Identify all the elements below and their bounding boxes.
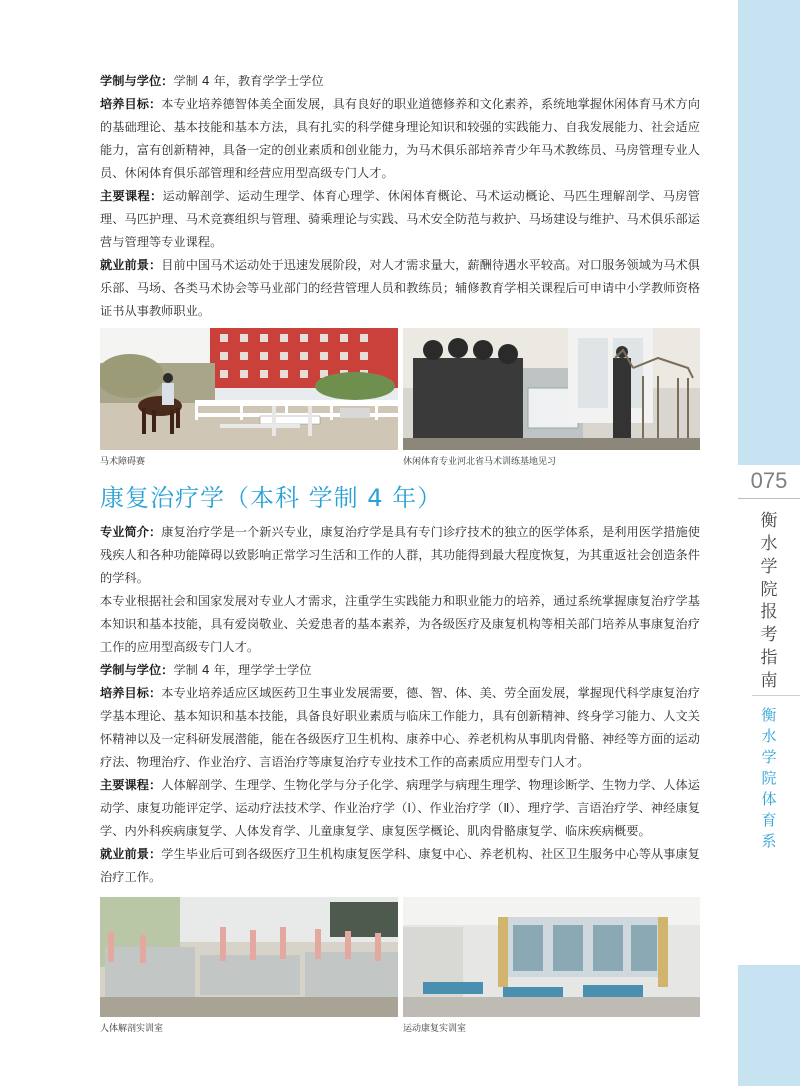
section-title-rehabilitation: 康复治疗学（本科 学制 4 年） bbox=[100, 484, 443, 512]
vchar: 南 bbox=[760, 671, 778, 691]
sidebar-vertical-title-1 bbox=[738, 510, 800, 602]
vchar: 系 bbox=[761, 832, 777, 850]
s2-paragraph bbox=[100, 774, 700, 843]
vchar: 学 bbox=[761, 748, 777, 766]
s1-paragraph bbox=[100, 93, 700, 185]
s2-label: 就业前景： bbox=[100, 847, 162, 861]
s2-text: 学制 4 年，理学学士学位 bbox=[173, 663, 312, 677]
horse-skeleton-image bbox=[403, 328, 700, 450]
equestrian-jumping-image bbox=[100, 328, 398, 450]
photo-anatomy-lab bbox=[100, 897, 398, 1017]
s2-label: 培养目标： bbox=[100, 686, 162, 700]
s1-paragraph bbox=[100, 70, 700, 93]
page-number-rule bbox=[738, 498, 800, 499]
s1-text: 本专业培养德智体美全面发展，具有良好的职业道德修养和文化素养，系统地掌握休闲体育马术方向的基础理论、基本技能和基本方法，具有扎实的科学健身理论知识和较强的实践能力、自我发展能力、社会适应能力，富有创新精神，具备一定的创业素质和创业能力，为马术俱乐部培养青少年马术教练员、马房管理专业人员、休闲体育俱乐部管理和经营应用型高级专门人才。 bbox=[100, 97, 701, 180]
s1-text: 目前中国马术运动处于迅速发展阶段，对人才需求量大，薪酬待遇水平较高。对口服务领域为马术俱乐部、马场、各类马术协会等马业部门的经营管理人员和教练员；辅修教育学相关课程后可申请中小学教师资格证书从事教师职业。 bbox=[100, 258, 701, 318]
s2-text: 本专业根据社会和国家发展对专业人才需求，注重学生实践能力和职业能力的培养，通过系统掌握康复治疗学基本知识和基本技能，具有爱岗敬业、关爱患者的基本素养，为各级医疗及康复机构等相关部门培养从事康复治疗工作的应用型高级专门人才。 bbox=[100, 594, 700, 654]
vchar: 水 bbox=[760, 534, 778, 554]
vchar: 衡 bbox=[761, 706, 777, 724]
caption-horse-base: 休闲体育专业河北省马术训练基地见习 bbox=[403, 457, 557, 467]
s2-paragraph bbox=[100, 521, 700, 590]
caption-anatomy-lab: 人体解剖实训室 bbox=[100, 1024, 164, 1034]
s2-label: 专业简介： bbox=[100, 525, 162, 539]
s1-paragraph bbox=[100, 185, 700, 254]
s1-text: 学制 4 年，教育学学士学位 bbox=[173, 74, 324, 88]
s1-label: 就业前景： bbox=[100, 258, 162, 272]
s2-text: 康复治疗学是一个新兴专业，康复治疗学是具有专门诊疗技术的独立的医学体系，是利用医学措施使残疾人和各种功能障碍以致影响正常学习生活和工作的人群，其功能得到最大程度恢复，为其重返社会创造条件的学科。 bbox=[100, 525, 701, 585]
rehab-lab-image bbox=[403, 897, 700, 1017]
vchar: 学 bbox=[760, 557, 778, 577]
s2-label: 主要课程： bbox=[100, 778, 162, 792]
caption-equestrian: 马术障碍赛 bbox=[100, 457, 146, 467]
s2-paragraph bbox=[100, 659, 700, 682]
sidebar-department-label bbox=[738, 705, 800, 852]
sidebar-tab-top bbox=[738, 0, 800, 465]
section1-text bbox=[100, 70, 700, 323]
vchar: 考 bbox=[760, 625, 778, 645]
section2-text bbox=[100, 521, 700, 889]
s2-paragraph bbox=[100, 590, 700, 659]
page-number: 075 bbox=[750, 468, 788, 493]
vchar: 指 bbox=[760, 648, 778, 668]
s2-text: 学生毕业后可到各级医疗卫生机构康复医学科、康复中心、养老机构、社区卫生服务中心等从事康复治疗工作。 bbox=[100, 847, 701, 884]
vchar: 报 bbox=[760, 602, 778, 622]
sidebar-vertical-title-2 bbox=[738, 601, 800, 693]
vchar: 水 bbox=[761, 727, 777, 745]
vchar: 院 bbox=[760, 580, 778, 600]
s2-paragraph bbox=[100, 843, 700, 889]
vchar: 院 bbox=[761, 769, 777, 787]
photo-equestrian-jumping bbox=[100, 328, 398, 450]
s1-label: 学制与学位： bbox=[100, 74, 174, 88]
sidebar-tab-bottom bbox=[738, 965, 800, 1086]
s1-text: 运动解剖学、运动生理学、体育心理学、休闲体育概论、马术运动概论、马匹生理解剖学、马房管理、马匹护理、马术竞赛组织与管理、骑乘理论与实践、马术安全防范与救护、马场建设与维护、马术俱乐部运营与管理等专业课程。 bbox=[100, 189, 700, 249]
s1-label: 培养目标： bbox=[100, 97, 162, 111]
s2-paragraph bbox=[100, 682, 700, 774]
caption-rehab-lab: 运动康复实训室 bbox=[403, 1024, 467, 1034]
vchar: 衡 bbox=[760, 511, 778, 531]
s2-text: 人体解剖学、生理学、生物化学与分子化学、病理学与病理生理学、物理诊断学、生物力学、人体运动学、康复功能评定学、运动疗法技术学、作业治疗学（Ⅰ）、作业治疗学（Ⅱ）、理疗学、言语治疗学、神经康复学、内外科疾病康复学、人体发育学、儿童康复学、康复医学概论、肌肉骨骼康复学、临床疾病概要。 bbox=[100, 778, 701, 838]
photo-rehab-lab bbox=[403, 897, 700, 1017]
s2-label: 学制与学位： bbox=[100, 663, 174, 677]
sidebar-divider bbox=[752, 695, 800, 696]
s1-paragraph bbox=[100, 254, 700, 323]
vchar: 育 bbox=[761, 811, 777, 829]
s1-label: 主要课程： bbox=[100, 189, 163, 203]
vchar: 体 bbox=[761, 790, 777, 808]
s2-text: 本专业培养适应区域医药卫生事业发展需要，德、智、体、美、劳全面发展，掌握现代科学康复治疗学基本理论、基本知识和基本技能，具备良好职业素质与临床工作能力，具有创新精神、终身学习能力、人文关怀精神以及一定科研发展潜能，能在各级医疗卫生机构、康养中心、养老机构从事肌肉骨骼、神经等方面的运动疗法、物理治疗、作业治疗、言语治疗等康复治疗专业技术工作的高素质应用型专门人才。 bbox=[100, 686, 701, 769]
anatomy-lab-image bbox=[100, 897, 398, 1017]
photo-horse-skeleton bbox=[403, 328, 700, 450]
